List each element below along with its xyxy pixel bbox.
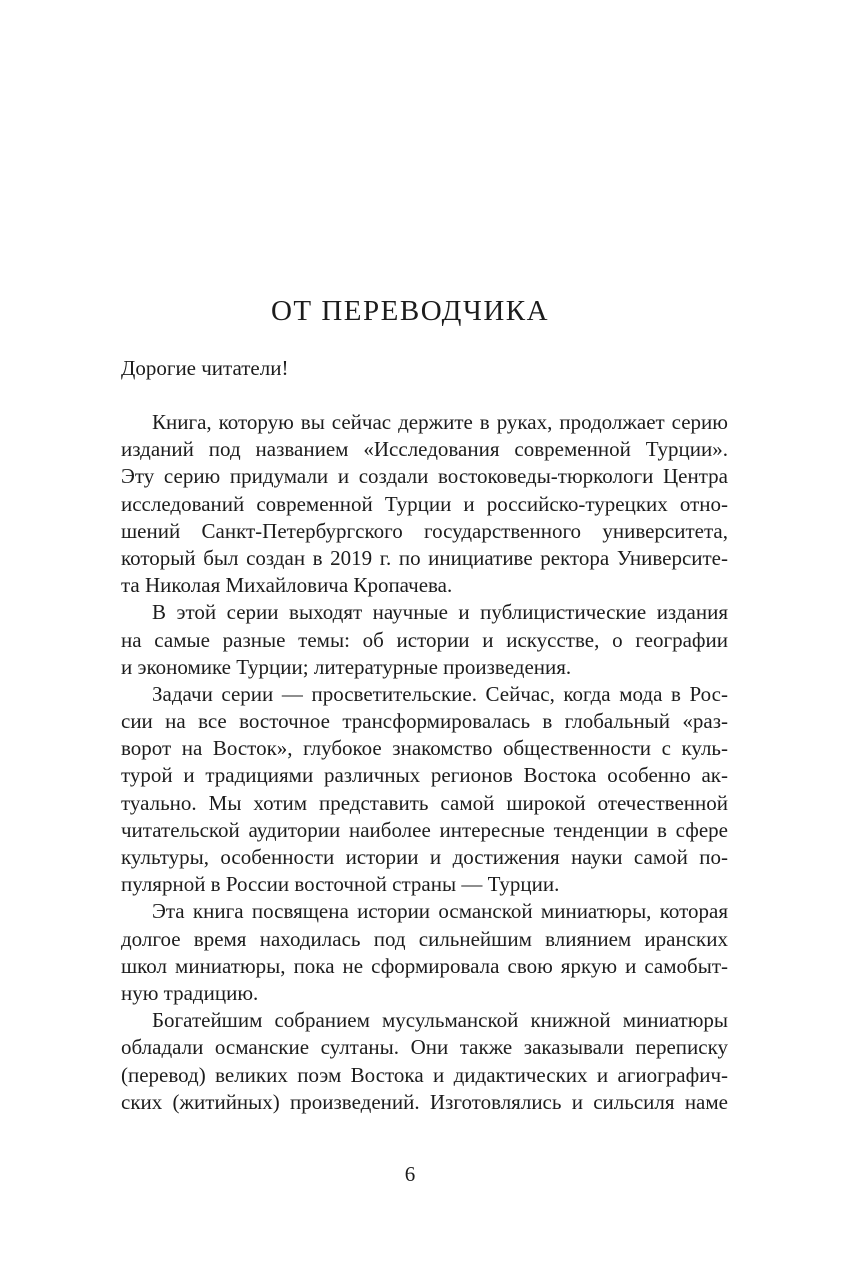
text-line: читательской аудитории наиболее интересные тенденции в сфере	[121, 817, 728, 842]
text-line: ворот на Восток», глубокое знакомство общественности с куль-	[121, 736, 728, 761]
text-line: на самые разные темы: об истории и искусстве, о географии	[121, 627, 728, 652]
salutation: Дорогие читатели!	[121, 356, 289, 380]
body-text	[121, 409, 728, 1116]
text-line: школ миниатюры, пока не сформировала свою яркую и самобыт-	[121, 953, 728, 978]
text-line: Задачи серии — просветительские. Сейчас, когда мода в Рос-	[152, 681, 728, 706]
text-line: Эта книга посвящена истории османской миниатюры, которая	[152, 899, 728, 924]
text-line: ную традицию.	[121, 980, 259, 1005]
text-line: (перевод) великих поэм Востока и дидактических и агиографич-	[121, 1062, 728, 1087]
paragraph	[121, 599, 728, 681]
text-line: пулярной в России восточной страны — Турции.	[121, 872, 560, 897]
text-line: турой и традициями различных регионов Востока особенно ак-	[121, 763, 728, 788]
text-line: который был создан в 2019 г. по инициативе ректора Университе-	[121, 545, 728, 570]
text-line: изданий под названием «Исследования современной Турции».	[121, 437, 728, 462]
text-line: и экономике Турции; литературные произведения.	[121, 654, 572, 679]
page-number: 6	[404, 1162, 416, 1186]
text-line: В этой серии выходят научные и публицистические издания	[152, 600, 728, 625]
text-line: культуры, особенности истории и достижения науки самой по-	[121, 845, 728, 869]
text-line: Книга, которую вы сейчас держите в руках, продолжает серию	[152, 410, 728, 434]
text-line: Богатейшим собранием мусульманской книжной миниатюры	[152, 1008, 728, 1033]
text-line: долгое время находилась под сильнейшим влиянием иранских	[121, 926, 728, 951]
text-line: туально. Мы хотим представить самой широкой отечественной	[121, 790, 728, 815]
text-line: та Николая Михайловича Кропачева.	[121, 573, 453, 598]
paragraph	[121, 1007, 728, 1116]
text-line: исследований современной Турции и российско-турецких отно-	[121, 491, 728, 516]
text-line: обладали османские султаны. Они также заказывали переписку	[121, 1035, 728, 1060]
text-line: ских (житийных) произведений. Изготовлялись и сильсиля наме	[121, 1089, 728, 1114]
paragraph	[121, 681, 728, 899]
page-title: ОТ ПЕРЕВОДЧИКА	[270, 295, 550, 327]
text-line: Эту серию придумали и создали востоковеды-тюркологи Центра	[121, 464, 728, 489]
text-line: сии на все восточное трансформировалась в глобальный «раз-	[121, 709, 728, 734]
text-line: шений Санкт-Петербургского государственного университета,	[121, 518, 728, 543]
paragraph	[121, 898, 728, 1007]
paragraph	[121, 409, 728, 599]
